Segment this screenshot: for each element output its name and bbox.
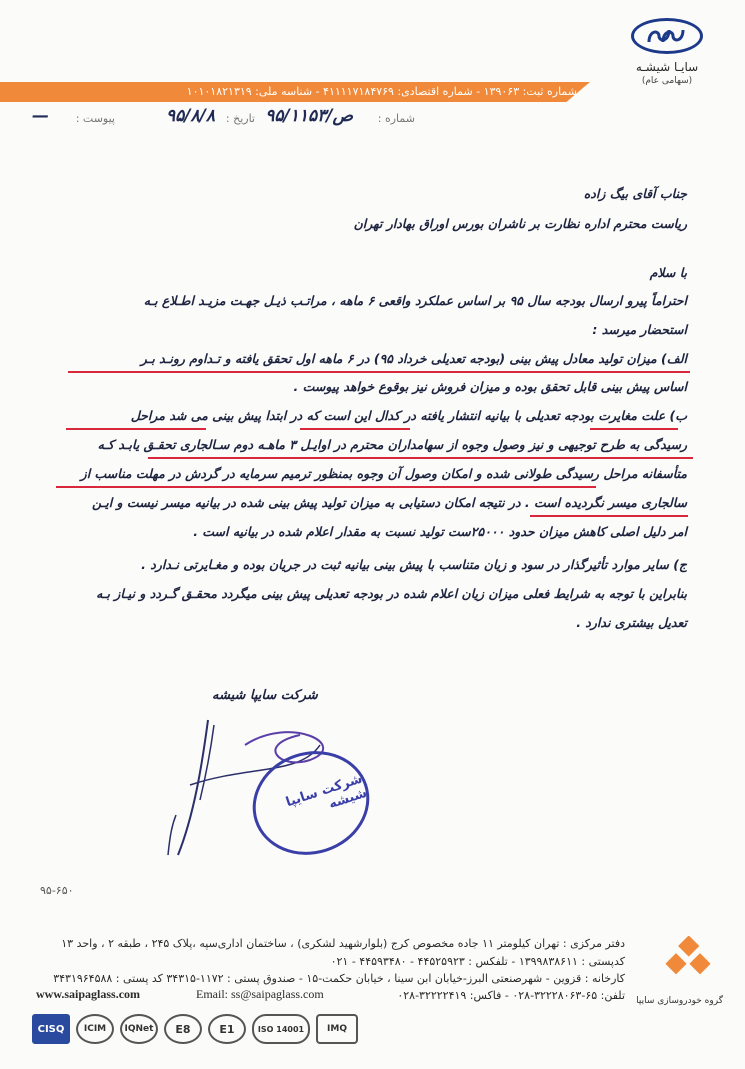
cisq-badge: CISQ (32, 1014, 70, 1044)
body-line: ب) علت مغایرت بودجه تعدیلی با بیانیه انتشار یافته در کدال این است که در ابتدا پیش بینی می شد مراحل (130, 408, 687, 423)
recipient: جناب آقای بیگ زاده (583, 186, 687, 201)
highlight-underline (530, 515, 688, 517)
attachment-label: پیوست : (75, 112, 115, 125)
body-line: الف) میزان تولید معادل پیش بینی (بودجه تعدیلی خرداد ۹۵) در ۶ ماهه اول تحقق یافته و تـداوم رونـد بـر (140, 351, 687, 366)
body-line: متأسفانه مراحل رسیدگی طولانی شده و امکان وصول آن وجوه بمنظور ترمیم سرمایه در گردش در مهلت مناسب از (80, 466, 687, 481)
e1-badge: E1 (208, 1014, 246, 1044)
imq-badge: IMQ (316, 1014, 358, 1044)
company-type: (سهامی عام) (641, 76, 693, 86)
footer-factory: کارخانه : قزوین - شهرصنعتی البرز-خیابان ابن سینا ، خیابان حکمت-۱۵ - صندوق پستی : ۱۱۷۲-۳۴۳۱۵ کد پستی : ۳۴۳۱۹۶۴۵۸۸ (53, 972, 625, 985)
letter-number: ص/۹۵/۱۱۵۳ (265, 106, 353, 126)
certification-logos (32, 1014, 358, 1044)
letter-date: ۹۵/۸/۸ (166, 106, 215, 126)
e8-badge: E8 (164, 1014, 202, 1044)
body-line: استحضار میرسد : (592, 322, 687, 337)
body-line: ج) سایر موارد تأثیرگذار در سود و زیان متناسب با پیش بینی بیانیه ثبت در جریان بوده و مغـایرتی نـدارد . (141, 557, 687, 572)
highlight-underline (300, 428, 410, 430)
body-line: بنابراین با توجه به شرایط فعلی میزان زیان اعلام شده در بودجه تعدیلی پیش بینی میگردد محقـق گـردد و نیـاز بـه (96, 586, 687, 601)
recipient-title: ریاست محترم اداره نظارت بر ناشران بورس اوراق بهادار تهران (353, 216, 687, 231)
highlight-underline (66, 428, 206, 430)
body-line: تعدیل بیشتری ندارد . (576, 615, 687, 630)
icim-badge: ICIM (76, 1014, 114, 1044)
website-link[interactable]: www.saipaglass.com (36, 987, 141, 1001)
body-line: احتراماً پیرو ارسال بودجه سال ۹۵ بر اساس عملکرد واقعی ۶ ماهه ، مراتـب ذیـل جهـت مزیـد اطـلاع بـه (143, 293, 687, 308)
footer-postal: کدپستی : ۱۳۹۹۸۳۸۶۱۱ - تلفکس : ۴۴۵۲۵۹۲۳ - ۴۴۵۹۳۴۸۰ - ۰۲۱ (330, 955, 625, 968)
body-line: رسیدگی به طرح توجیهی و نیز وصول وجوه از سهامداران محترم در اوایـل ۳ ماهـه دوم سـالجاری تحقـق یابـد کـه (97, 437, 687, 452)
saipa-emblem-icon (663, 936, 715, 986)
registration-line: شماره ثبت: ۱۳۹۰۶۳ - شماره اقتصادی: ۴۱۱۱۱۷۱۸۴۷۶۹ - شناسه ملی: ۱۰۱۰۱۸۲۱۳۱۹ (186, 85, 577, 98)
iqnet-badge: IQNet (120, 1014, 158, 1044)
saipa-glass-logo-icon (631, 18, 703, 54)
archive-code: ۹۵-۶۵۰ (40, 884, 74, 897)
group-label: گروه خودروسازی سایپا (636, 996, 723, 1006)
footer-phone: تلفن: ۶۵-۳۲۲۲۸۰۶۳-۰۲۸ - فاکس: ۳۲۲۲۲۴۱۹-۰۲۸ (397, 989, 625, 1002)
company-logo (617, 18, 717, 98)
highlight-underline (56, 486, 596, 488)
iso14001-badge: ISO 14001 (252, 1014, 310, 1044)
attachment-value: — (32, 106, 49, 126)
highlight-underline (590, 428, 678, 430)
body-line: سالجاری میسر نگردیده است . در نتیجه امکان دستیابی به میزان تولید پیش بینی شده در بیانیه میسر نیست و ایـن (92, 495, 687, 510)
date-label: تاریخ : (225, 112, 255, 125)
body-line: اساس پیش بینی قابل تحقق بوده و میزان فروش نیز بوقوع خواهد پیوست . (293, 379, 687, 394)
number-label: شماره : (377, 112, 415, 125)
company-stamp: شرکت سایپا شیشه (239, 736, 383, 869)
saipa-group-logo (663, 936, 715, 994)
body-line: امر دلیل اصلی کاهش میزان حدود ۲۵۰۰۰ست تولید نسبت به مقدار اعلام شده در بیانیه است . (193, 524, 687, 539)
signatory: شرکت سایپا شیشه (212, 688, 318, 703)
company-name: سایـا شیشـه (635, 60, 699, 74)
highlight-underline (68, 371, 690, 373)
footer-address: دفتر مرکزی : تهران کیلومتر ۱۱ جاده مخصوص کرج (بلوارشهید لشکری) ، ساختمان اداری‌سپه ،پلاک ۲۴۵ ، طبقه ۲ ، واحد ۱۳ (61, 937, 625, 950)
email-link[interactable]: Email: ss@saipaglass.com (196, 987, 324, 1001)
greeting: با سلام (649, 265, 687, 280)
highlight-underline (148, 457, 693, 459)
